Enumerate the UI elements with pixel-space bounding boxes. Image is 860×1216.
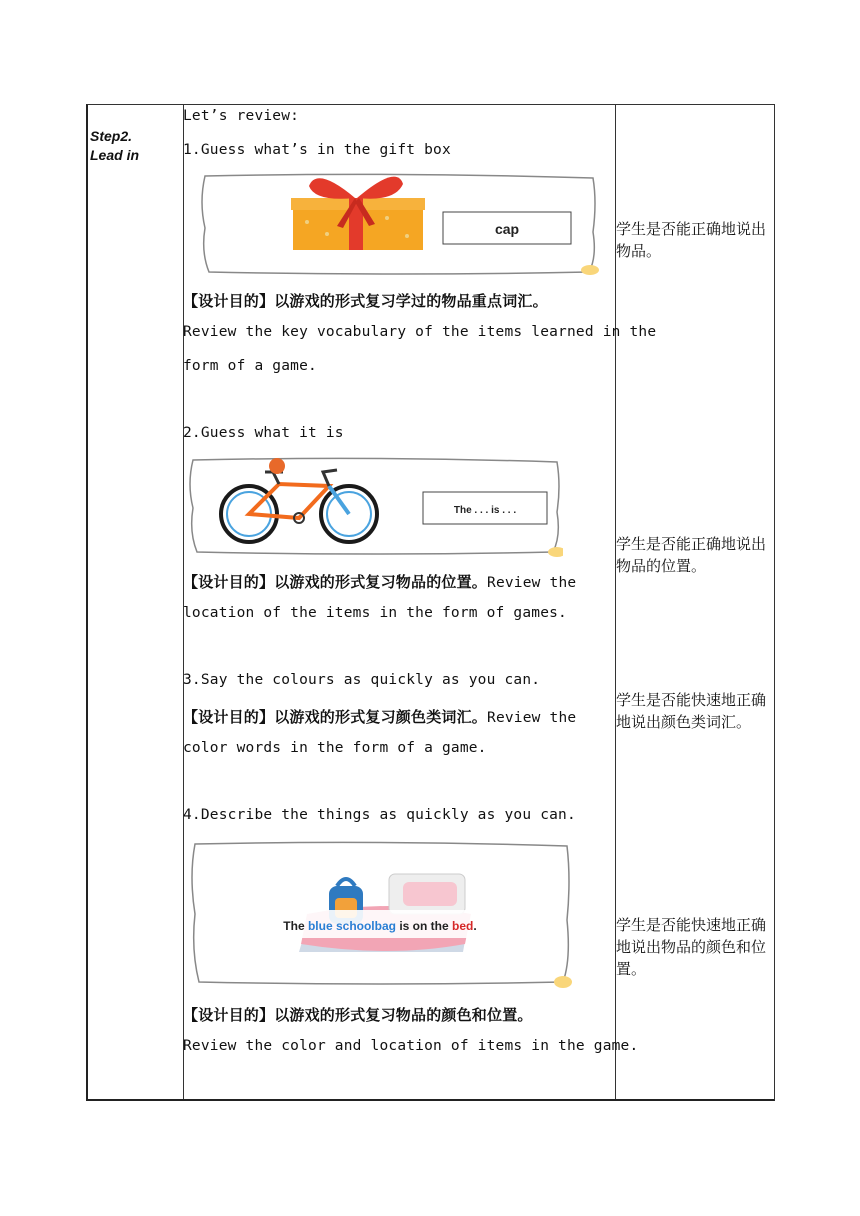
card-word-cap: cap — [494, 221, 520, 237]
item4-purpose-cn: 【设计目的】以游戏的形式复习物品的颜色和位置。 — [183, 1006, 533, 1024]
item2-purpose-line-1 — [183, 571, 576, 592]
item1-purpose-en-1: Review the key vocabulary of the items learned in the — [183, 324, 657, 340]
item2-purpose-en-1: Review the — [487, 575, 577, 591]
item2-title: 2.Guess what it is — [183, 425, 344, 441]
item3-title: 3.Say the colours as quickly as you can. — [183, 672, 541, 688]
bicycle-card — [187, 456, 563, 558]
item3-purpose-line-1 — [183, 706, 576, 727]
step-label — [90, 127, 180, 165]
assessment-3: 学生是否能快速地正确地说出颜色类词汇。 — [616, 691, 767, 731]
item3-purpose-cn: 【设计目的】以游戏的形式复习颜色类词汇。 — [183, 708, 488, 726]
item2-purpose-en-2: location of the items in the form of games. — [183, 605, 567, 621]
ball-icon — [269, 458, 285, 474]
item2-purpose-cn: 【设计目的】以游戏的形式复习物品的位置。 — [183, 573, 488, 591]
item4-purpose-en: Review the color and location of items in the game. — [183, 1038, 639, 1054]
step-title: Lead in — [90, 147, 140, 163]
assessment-1: 学生是否能正确地说出物品。 — [616, 220, 767, 260]
card-sentence-frame: The . . . is . . . — [453, 505, 517, 516]
item4-title: 4.Describe the things as quickly as you can. — [183, 807, 576, 823]
assessment-2: 学生是否能正确地说出物品的位置。 — [616, 535, 767, 575]
intro-text: Let’s review: — [183, 108, 300, 124]
item1-purpose-cn: 【设计目的】以游戏的形式复习学过的物品重点词汇。 — [183, 292, 548, 310]
assessment-4: 学生是否能快速地正确地说出物品的颜色和位置。 — [616, 916, 767, 978]
item3-purpose-en-2: color words in the form of a game. — [183, 740, 487, 756]
card-sentence: The blue schoolbag is on the bed. — [283, 919, 477, 933]
item3-purpose-en-1: Review the — [487, 710, 577, 726]
item1-title: 1.Guess what’s in the gift box — [183, 142, 451, 158]
schoolbag-card — [189, 840, 573, 988]
step-number: Step2. — [90, 128, 133, 144]
item1-purpose-en-2: form of a game. — [183, 358, 317, 374]
column-divider-1 — [183, 105, 184, 1099]
gift-box-card — [197, 172, 603, 278]
